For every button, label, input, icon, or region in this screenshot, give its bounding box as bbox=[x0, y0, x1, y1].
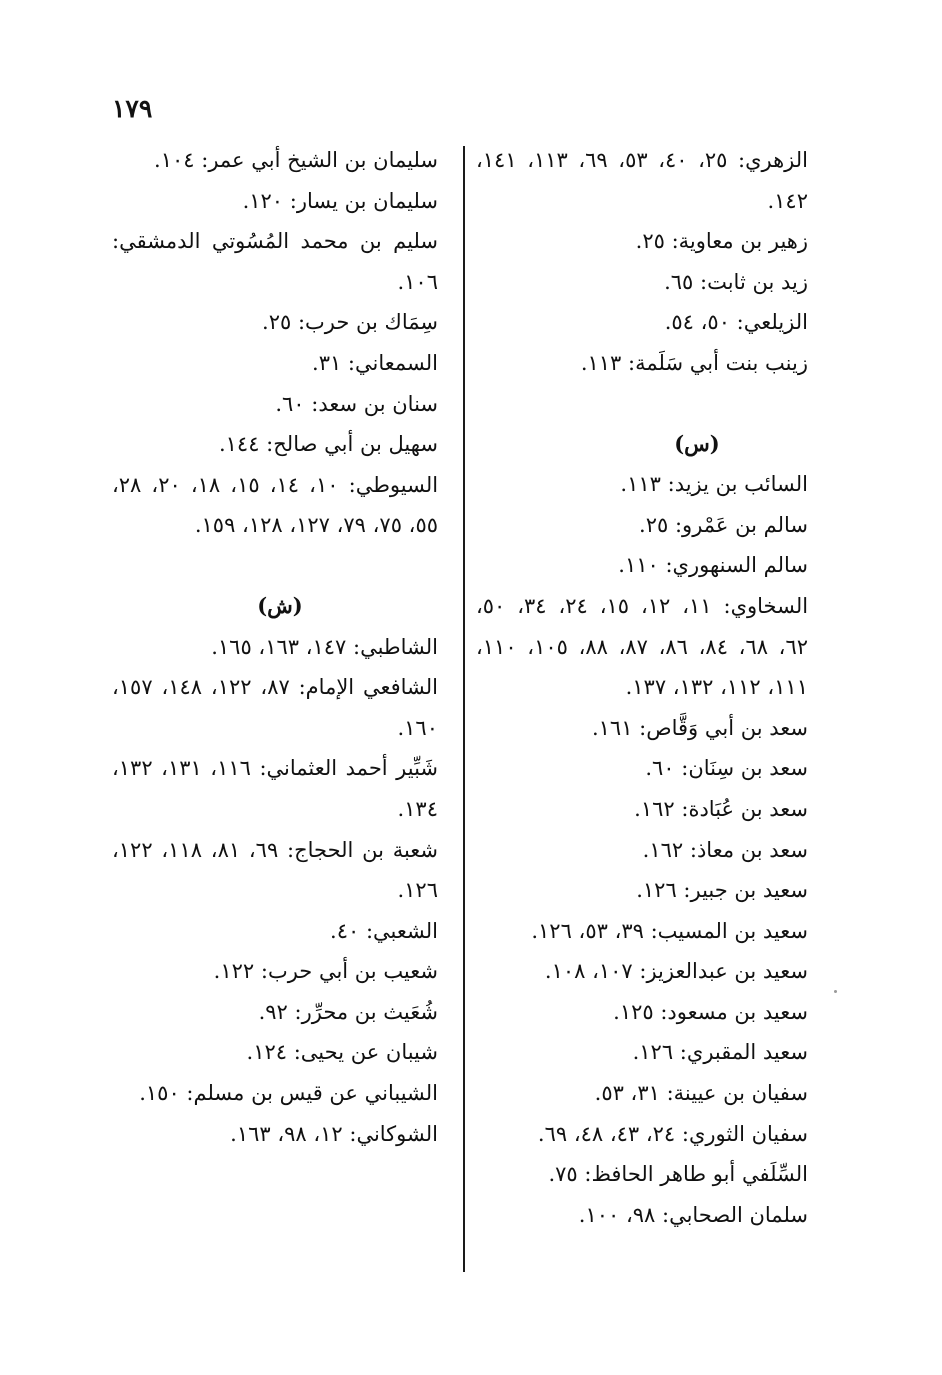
index-entry: السمعاني: ٣١. bbox=[312, 350, 438, 375]
index-entry: سعيد بن مسعود: ١٢٥. bbox=[613, 999, 808, 1024]
index-entry: السخاوي: ١١، ١٢، ١٥، ٢٤، ٣٤، ٥٠، ٦٢، ٦٨، ٨٤، ٨٦، ٨٧، ٨٨، ١٠٥، ١١٠، ١١١، ١١٢، ١٣٢، ١٣٧. bbox=[476, 593, 809, 700]
section-gap bbox=[476, 384, 808, 424]
index-entry: الشاطبي: ١٤٧، ١٦٣، ١٦٥. bbox=[211, 634, 438, 659]
index-entry: شيبان عن يحيى: ١٢٤. bbox=[246, 1040, 438, 1065]
index-entry: سهيل بن أبي صالح: ١٤٤. bbox=[218, 432, 438, 457]
section-gap bbox=[112, 546, 438, 586]
index-entry: سعد بن معاذ: ١٦٢. bbox=[642, 837, 808, 862]
index-entry: السائب بن يزيد: ١١٣. bbox=[620, 472, 808, 497]
index-entry: سليم بن محمد المُسُوتي الدمشقي: ١٠٦. bbox=[112, 229, 438, 294]
index-entry: سفيان الثوري: ٢٤، ٤٣، ٤٨، ٦٩. bbox=[537, 1121, 808, 1146]
index-entry: سليمان بن يسار: ١٢٠. bbox=[242, 188, 438, 213]
index-entry: سعيد بن عبدالعزيز: ١٠٧، ١٠٨. bbox=[544, 959, 808, 984]
index-entry: سليمان بن الشيخ أبي عمر: ١٠٤. bbox=[154, 148, 438, 172]
index-entry: سنان بن سعد: ٦٠. bbox=[275, 391, 438, 416]
index-entry: شَبِّير أحمد العثماني: ١١٦، ١٣١، ١٣٢، ١٣٤. bbox=[112, 756, 439, 821]
index-entry: شعبة بن الحجاج: ٦٩، ٨١، ١١٨، ١٢٢، ١٢٦. bbox=[112, 837, 439, 903]
index-entry: شُعَيث بن محرِّر: ٩٢. bbox=[258, 999, 438, 1024]
column-divider bbox=[463, 146, 465, 1272]
index-entry: سلمان الصحابي: ٩٨، ١٠٠. bbox=[578, 1202, 808, 1227]
index-entry: زينب بنت أبي سَلَمة: ١١٣. bbox=[580, 350, 808, 375]
page-number: ١٧٩ bbox=[112, 94, 153, 123]
section-heading-sin: (س) bbox=[674, 430, 720, 456]
index-entry: زيد بن ثابت: ٦٥. bbox=[664, 269, 808, 294]
index-entry: سعيد المقبري: ١٢٦. bbox=[632, 1040, 808, 1065]
index-entry: سالم السنهوري: ١١٠. bbox=[618, 553, 808, 578]
index-entry: الشافعي الإمام: ٨٧، ١٢٢، ١٤٨، ١٥٧، ١٦٠. bbox=[112, 675, 439, 740]
index-entry: الزيلعي: ٥٠، ٥٤. bbox=[664, 310, 808, 335]
index-entry: الشوكاني: ١٢، ٩٨، ١٦٣. bbox=[230, 1121, 438, 1146]
index-entry: زهير بن معاوية: ٢٥. bbox=[635, 229, 808, 254]
index-entry: سعيد بن جبير: ١٢٦. bbox=[636, 878, 808, 903]
entries-sin-cont bbox=[112, 140, 438, 546]
index-entry: سفيان بن عيينة: ٣١، ٥٣. bbox=[594, 1081, 808, 1106]
index-entry: سِمَاك بن حرب: ٢٥. bbox=[262, 310, 438, 335]
index-entry: السِّلَفي أبو طاهر الحافظ: ٧٥. bbox=[548, 1162, 808, 1187]
index-entry: الشعبي: ٤٠. bbox=[330, 918, 438, 943]
index-entry: السيوطي: ١٠، ١٤، ١٥، ١٨، ٢٠، ٢٨، ٥٥، ٧٥، ٧٩، ١٢٧، ١٢٨، ١٥٩. bbox=[112, 472, 439, 538]
entries-sin bbox=[476, 464, 808, 1235]
index-entry: شعيب بن أبي حرب: ١٢٢. bbox=[213, 959, 438, 984]
index-entry: الزهري: ٢٥، ٤٠، ٥٣، ٦٩، ١١٣، ١٤١، ١٤٢. bbox=[476, 148, 808, 213]
index-column-right bbox=[476, 140, 808, 1235]
index-entry: سعد بن أبي وَقَّاص: ١٦١. bbox=[591, 715, 808, 740]
section-heading-shin: (ش) bbox=[257, 592, 303, 618]
index-entry: سعد بن عُبَادة: ١٦٢. bbox=[634, 796, 808, 821]
index-entry: الشيباني عن قيس بن مسلم: ١٥٠. bbox=[139, 1081, 438, 1106]
index-entry: سعيد بن المسيب: ٣٩، ٥٣، ١٢٦. bbox=[531, 918, 808, 943]
margin-mark bbox=[834, 990, 837, 993]
index-entry: سعد بن سِنَان: ٦٠. bbox=[645, 756, 808, 781]
index-column-left bbox=[112, 140, 438, 1154]
entries-zay bbox=[476, 140, 808, 384]
entries-shin bbox=[112, 627, 438, 1155]
index-entry: سالم بن عَمْرو: ٢٥. bbox=[639, 512, 808, 537]
